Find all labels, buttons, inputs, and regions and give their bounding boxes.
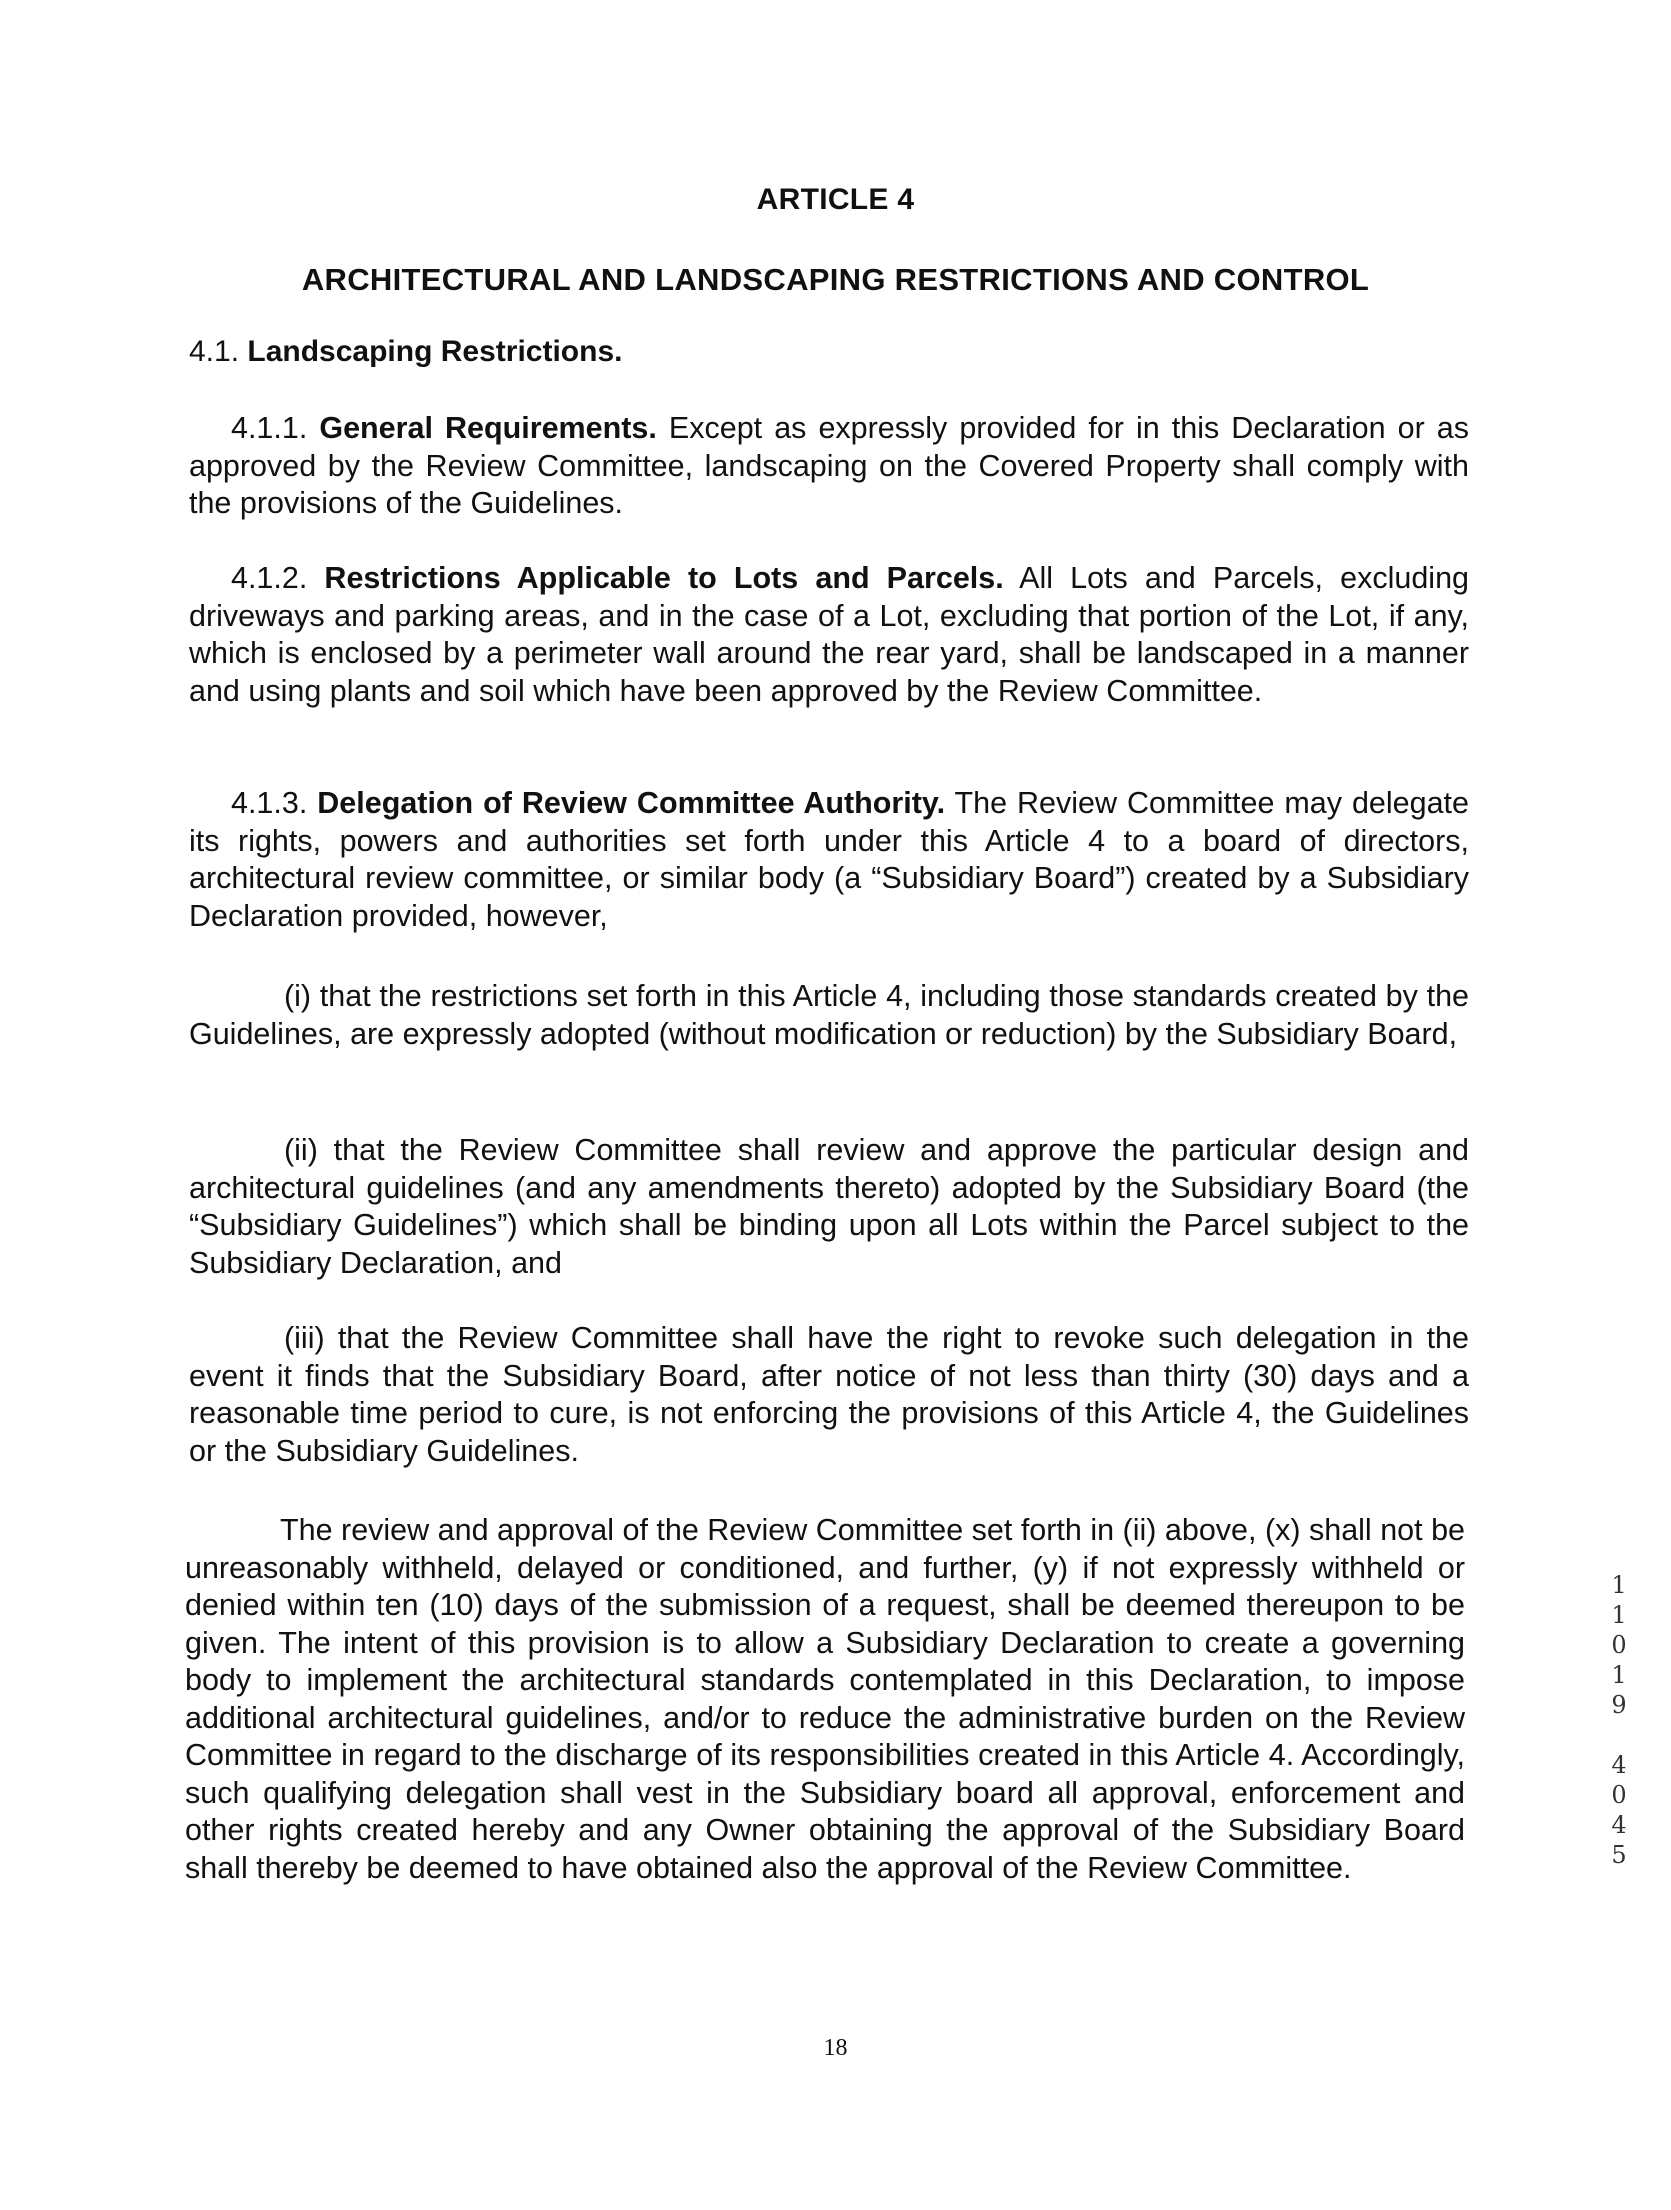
subsection-4-1-1: [189, 410, 1469, 523]
subsection-title: Delegation of Review Committee Authority.: [317, 786, 946, 820]
stamp-digit: 0: [1611, 1781, 1627, 1809]
closing-paragraph: The review and approval of the Review Committee set forth in (ii) above, (x) shall not be unreasonably withheld, delayed or conditioned, and further, (y) if not expressly withheld or denied within ten (10) days of the submission of a request, shall be deemed thereupon to be given. The intent of this provision is to allow a Subsidiary Declaration to create a governing body to implement the architectural standards contemplated in this Declaration, to impose additional architectural guidelines, and/or to reduce the administrative burden on the Review Committee in regard to the discharge of its responsibilities created in this Article 4. Accordingly, such qualifying delegation shall vest in the Subsidiary board all approval, enforcement and other rights created hereby and any Owner obtaining the approval of the Subsidiary Board shall thereby be deemed to have obtained also the approval of the Review Committee.: [185, 1513, 1465, 1885]
section-title: Landscaping Restrictions.: [247, 335, 623, 368]
subsection-4-1-2: [189, 560, 1469, 710]
stamp-digit: 4: [1611, 1751, 1627, 1779]
subsection-number: 4.1.1.: [231, 411, 308, 445]
stamp-digit: 1: [1611, 1601, 1627, 1629]
section-number: 4.1.: [189, 335, 240, 368]
article-title: ARCHITECTURAL AND LANDSCAPING RESTRICTIONS AND CONTROL: [301, 262, 1370, 297]
subsection-number: 4.1.3.: [231, 786, 308, 820]
condition-i: (i) that the restrictions set forth in this Article 4, including those standards created by the Guidelines, are expressly adopted (without modification or reduction) by the Subsidiary Board,: [189, 979, 1469, 1051]
stamp-digit: 4: [1611, 1811, 1627, 1839]
condition-iii: (iii) that the Review Committee shall have the right to revoke such delegation in the event it finds that the Subsidiary Board, after notice of not less than thirty (30) days and a reasonable time period to cure, is not enforcing the provisions of this Article 4, the Guidelines or the Subsidiary Guidelines.: [189, 1321, 1469, 1468]
stamp-digit: 0: [1611, 1631, 1627, 1659]
article-number: ARTICLE 4: [756, 183, 915, 216]
section-heading: [189, 335, 622, 369]
stamp-digit: 5: [1611, 1841, 1627, 1869]
subsection-text: All Lots and Parcels, excluding driveways and parking areas, and in the case of a Lot, excluding that portion of the Lot, if any, which is enclosed by a perimeter wall around the rear yard, shall be landscaped in a manner and using plants and soil which have been approved by the Review Committee.: [189, 561, 1469, 708]
condition-ii: (ii) that the Review Committee shall review and approve the particular design and architectural guidelines (and any amendments thereto) adopted by the Subsidiary Board (the “Subsidiary Guidelines”) which shall be binding upon all Lots within the Parcel subject to the Subsidiary Declaration, and: [189, 1133, 1469, 1280]
subsection-number: 4.1.2.: [231, 561, 308, 595]
subsection-text: Except as expressly provided for in this Declaration or as approved by the Review Committee, landscaping on the Covered Property shall comply with the provisions of the Guidelines.: [189, 411, 1469, 520]
subsection-title: Restrictions Applicable to Lots and Parcels.: [324, 561, 1004, 595]
stamp-digit: 1: [1611, 1661, 1627, 1689]
stamp-gap: [1608, 1720, 1630, 1750]
subsection-title: General Requirements.: [319, 411, 657, 445]
page-number: 18: [823, 2035, 848, 2061]
subsection-text: The Review Committee may delegate its rights, powers and authorities set forth under this Article 4 to a board of directors, architectural review committee, or similar body (a “Subsidiary Board”) created by a Subsidiary Declaration provided, however,: [189, 786, 1469, 933]
stamp-digit: 1: [1611, 1571, 1627, 1599]
subsection-4-1-3: [189, 785, 1469, 935]
stamp-digit: 9: [1611, 1691, 1627, 1719]
margin-stamp: [1608, 1570, 1630, 1870]
